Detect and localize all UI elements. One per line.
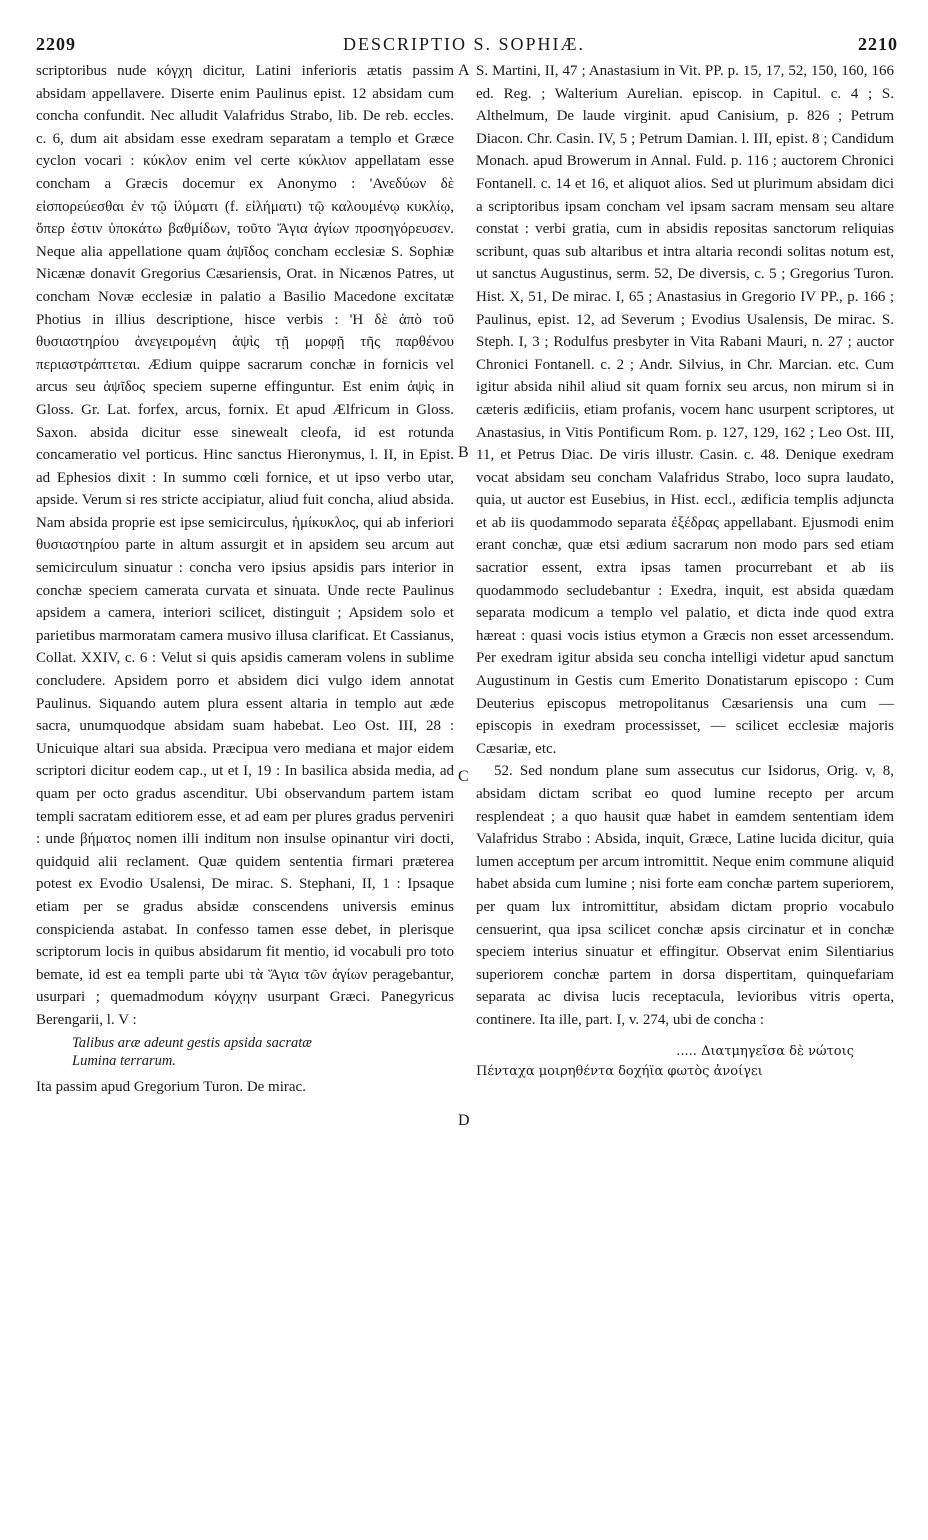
margin-marker-d: D — [458, 1112, 470, 1129]
greek-verse-line-2: Πένταχα μοιρηθέντα δοχήϊα φωτὸς ἀνοίγει — [476, 1063, 763, 1079]
page-number-right: 2210 — [858, 34, 898, 54]
greek-verse — [476, 1042, 894, 1082]
left-column-tail: Ita passim apud Gregorium Turon. De mirac. — [36, 1078, 306, 1095]
margin-marker-c: C — [458, 768, 469, 785]
verse-quote — [72, 1034, 454, 1070]
right-column-paragraph-2: 52. Sed nondum plane sum assecutus cur Isidorus, Orig. v, 8, absidam dictam scribat eo quod lumine recepto per arcum resplendeat ; a quo hausit quæ habet in eamdem sententiam idem Valafridus Strabo : Absida, inquit, Græce, Latine lucida dicitur, quia lumen acceptum per arcum intromittit. Neque enim commune aliquid habet absida cum lumine ; nisi forte eam conchæ partem superiorem, per quam lux intromittitur, absidam dictam proprio vocabulo censuerint, qua ipsa scilicet conchæ apsis circinatur et in conchæ speciem interius sinuatur et effingitur. Observat enim Silentiarius superiorem conchæ partem in dorsa dispertitam, quinquefariam separata ac divisa lucis receptacula, levioribus vitris operta, continere. Ita ille, part. I, v. 274, ubi de concha : — [476, 763, 894, 1028]
margin-marker-b: B — [458, 444, 469, 461]
verse-line-2: Lumina terrarum. — [72, 1052, 176, 1069]
greek-verse-line-1: ..... Διατμηγεῖσα δὲ νώτοις — [676, 1043, 854, 1059]
running-title: DESCRIPTIO S. SOPHIÆ. — [342, 34, 586, 54]
page-number-left: 2209 — [36, 34, 76, 54]
right-column-paragraph-1: S. Martini, II, 47 ; Anastasium in Vit. PP. p. 15, 17, 52, 150, 160, 166 ed. Reg. ; Walterium Aurelian. episcop. in Capitul. c. 4 ; S. Althelmum, De laude virginit. apud Canisium, p. 826 ; Petrum Diacon. Chr. Casin. IV, 5 ; Petrum Damian. l. III, epist. 8 ; Candidum Monach. apud Browerum in Annal. Fuld. p. 116 ; auctorem Chronici Fontanell. c. 14 et 16, et aliquot alios. Sed ut plurimum absidam dici a scriptoribus ipsam concham vel ipsam sacram mensam seu altare constat : verbi gratia, cum in absidis repositas sanctorum reliquias scribunt, quas sub altaribus et intra altaria recondi solitas notum est, ut sanctus Augustinus, serm. 52, De diversis, c. 5 ; Gregorius Turon. Hist. X, 51, De mirac. I, 65 ; Anastasius in Gregorio IV PP., p. 166 ; Paulinus, epist. 12, ad Severum ; Evodius Usalensis, De mirac. S. Steph. I, 3 ; Rodulfus presbyter in Vita Rabani Mauri, n. 27 ; auctor Chronici Fontanell. c. 2 ; Andr. Silvius, in Chr. Marcian. etc. Cum igitur absida nihil aliud sit quam fornix seu arcus, non mirum si in cæteris ædificiis, etiam profanis, vocem hanc usurpent scriptores, ut Anastasius, in Vitis Pontificum Rom. p. 127, 129, 162 ; Leo Ost. III, 11, et Petrus Diac. De viris illustr. Casin. c. 48. Denique exedram vocat absidam seu concham Valafridus Strabo, loco supra laudato, quia, ut auctor est Eusebius, in Hist. eccl., ædificia templis adjuncta et ab iis quodammodo separata ἐξέδρας appellabant. Ejusmodi enim erant conchæ, quæ etsi ædium sacrarum non modo pars sed etiam sacratior essent, extra ipsas tamen procurrebant et ab iis quodammodo secludebantur : Exedra, inquit, est absida quædam separata modicum a templo vel palatio, et dicta inde quod extra hæreat : quasi vocis istius etymon a Græcis non esset arcessendum. Per exedram igitur absida seu concha intelligi videtur apud sanctum Augustinum in Gestis cum Emerito Donatistarum episcopo : Cum Deuterius episcopus metropolitanus Cæsariensis una cum — episcopis in exedram processisset, — scilicet ecclesiæ majoris Cæsariæ, etc. — [476, 63, 894, 757]
margin-marker-a: A — [458, 62, 470, 79]
left-column-text: scriptoribus nude κόγχη dicitur, Latini inferioris ætatis passim absidam appellavere. Diserte enim Paulinus epist. 12 absidam cum concha confundit. Nec alludit Valafridus Strabo, lib. De reb. eccles. c. 6, dum ait absidam esse exedram separatam a templo et Græce cyclon vocari : κύκλον enim vel certe κύκλιον appellatam esse concham a Græcis docemur ex Anonymo : 'Ανεδύων δὲ εἰσπορεύεσθαι ἐν τῷ ἰλύματι (f. εἰλήματι) τῷ καλουμένῳ κυκλίῳ, ὅπερ ἐστιν ὑποκάτω βαθμίδων, τοῦτο Ἅγια ἁγίων προσηγόρευσεν. Neque alia appellatione quam ἀψῖδος concham ecclesiæ S. Sophiæ Nicænæ donavit Gregorius Cæsariensis, Orat. in Nicænos Patres, ut concham Novæ ecclesiæ in palatio a Basilio Macedone excitatæ Photius in illius descriptione, hisce verbis : 'Η δὲ ἀπὸ τοῦ θυσιαστηρίου ἀνεγειρομένη ἀψὶς τῇ μορφῇ τῆς παρθένου περιαστράπτεται. Ædium quippe sacrarum conchæ in fornicis vel arcus seu ἀψῖδος speciem superne effinguntur. Est enim ἀψὶς in Gloss. Gr. Lat. forfex, arcus, fornix. Et apud Ælfricum in Gloss. Saxon. absida dicitur esse sinewealt cleofa, id est rotunda concameratio vel porticus. Hinc sanctus Hieronymus, l. II, in Epist. ad Ephesios dixit : In summo cœli fornice, et ut ipso verbo utar, apside. Verum si res stricte accipiatur, aliud fuit concha, aliud absida. Nam absida proprie est ipse semicirculus, ἡμίκυκλος, qui ab inferiori θυσιαστηρίου parte in altum assurgit et in apsidem seu arcum aut semicirculum sinuatur : concha vero ipsius apsidis pars interior in conchæ speciem camerata curvata et sinuata. Unde recte Paulinus apsidem a camera, interiori scilicet, distinguit ; Apsidem solo et parietibus marmoratam camera musivo illusa clarificat. Et Cassianus, Collat. XXIV, c. 6 : Velut si quis apsidis cameram volens in sublime concludere. Apsidem porro et absidem dici vulgo idem annotat Paulinus. Siquando autem plura essent altaria in templo aut æde sacra, unumquodque absidam suam habebat. Leo Ost. III, 28 : Unicuique altari sua absida. Præcipua vero mediana et major eidem scriptori dicitur eodem cap., ut et I, 19 : In basilica absida media, ad quam per octo gradus ascenditur. Ubi observandum partem istam templi sacratam editiorem esse, et ad eam per plures gradus perveniri : unde βήματος nomen illi inditum non insulse opinantur viri docti, quidquid alii reclament. Quæ quidem sententia firmari præterea potest ex Evodio Usalensi, De mirac. S. Stephani, II, 1 : Ipsaque etiam per se gradus absidæ conscendens universis eminus conspicienda astabat. In confesso tamen esse debet, in plerisque scriptorum locis in quibus absidarum fit mentio, id vocabuli pro toto bemate, id est ea templi parte ubi τὰ Ἅγια τῶν ἁγίων peragebantur, usurpari ; quemadmodum κόγχην usurpant Græci. Panegyricus Berengarii, l. V : — [36, 63, 454, 1028]
right-column — [476, 60, 894, 1082]
verse-line-1: Talibus aræ adeunt gestis apsida sacratæ — [72, 1034, 312, 1051]
left-column — [36, 60, 454, 1098]
running-header — [0, 34, 928, 60]
